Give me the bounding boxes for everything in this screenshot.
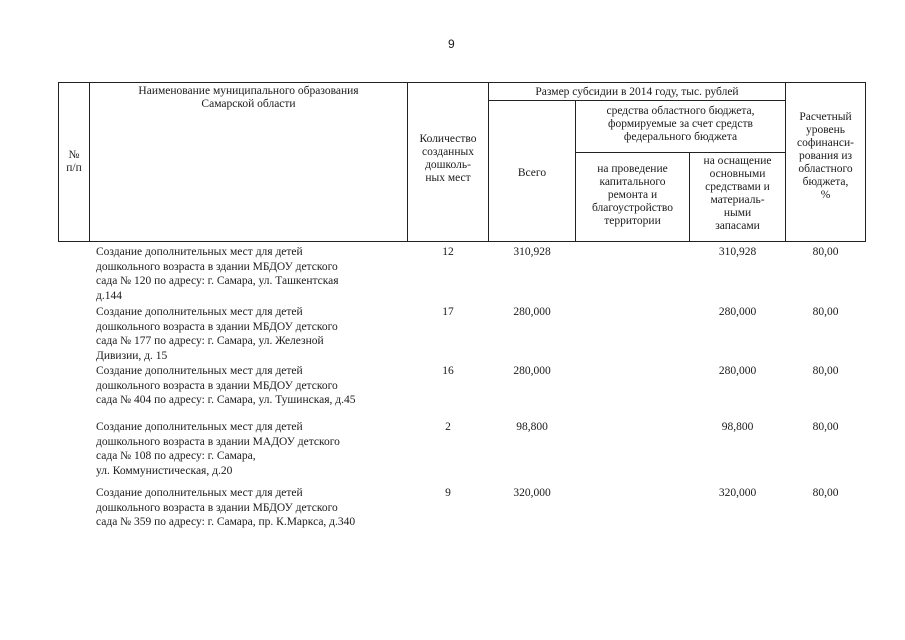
header-col-equipment: на оснащение основными средствами и материаль- ными запасами xyxy=(703,155,772,232)
border-right xyxy=(865,82,866,242)
row-equipment: 98,800 xyxy=(721,421,754,433)
row-equipment: 280,000 xyxy=(718,365,757,377)
row-total: 320,000 xyxy=(513,487,551,499)
divider-count-total xyxy=(488,82,489,242)
header-col-name: Наименование муниципального образования Самарской области xyxy=(138,85,359,110)
row-name: Создание дополнительных мест для детей дошкольного возраста в здании МБДОУ детского сада № 120 по адресу: г. Самара, ул. Ташкентская д.144 xyxy=(96,246,339,302)
row-total: 98,800 xyxy=(516,421,548,433)
row-equipment: 310,928 xyxy=(718,246,757,258)
row-count: 2 xyxy=(445,421,451,433)
row-rate: 80,00 xyxy=(812,487,839,499)
row-rate: 80,00 xyxy=(812,421,839,433)
row-equipment: 280,000 xyxy=(718,306,757,318)
header-col-no: № п/п xyxy=(66,149,82,174)
header-col-count: Количество созданных дошколь- ных мест xyxy=(419,133,477,184)
row-name: Создание дополнительных мест для детей дошкольного возраста в здании МБДОУ детского сада № 359 по адресу: г. Самара, пр. К.Маркса, д.340 xyxy=(96,487,356,528)
header-col-total: Всего xyxy=(517,167,547,179)
page-number: 9 xyxy=(448,37,455,51)
header-col-federal: средства областного бюджета, формируемые за счет средств федерального бюджета xyxy=(606,105,755,143)
header-col-rate: Расчетный уровень софинанси- рования из областного бюджета, % xyxy=(797,111,854,201)
row-rate: 80,00 xyxy=(812,246,839,258)
row-rate: 80,00 xyxy=(812,306,839,318)
row-rate: 80,00 xyxy=(812,365,839,377)
row-name: Создание дополнительных мест для детей дошкольного возраста в здании МАДОУ детского сада № 108 по адресу: г. Самара, ул. Коммунистическая, д.20 xyxy=(96,421,340,477)
row-total: 310,928 xyxy=(513,246,551,258)
row-total: 280,000 xyxy=(513,365,551,377)
header-col-subsidy: Размер субсидии в 2014 году, тыс. рублей xyxy=(535,86,739,98)
row-name: Создание дополнительных мест для детей дошкольного возраста в здании МБДОУ детского сада № 404 по адресу: г. Самара, ул. Тушинская, д.45 xyxy=(96,365,356,406)
row-count: 17 xyxy=(442,306,454,318)
header-col-repair: на проведение капитального ремонта и благоустройство территории xyxy=(591,163,674,227)
divider-no-name xyxy=(89,82,90,242)
row-count: 12 xyxy=(442,246,454,258)
row-name: Создание дополнительных мест для детей дошкольного возраста в здании МБДОУ детского сада № 177 по адресу: г. Самара, ул. Железной Дивизии, д. 15 xyxy=(96,306,338,362)
federal-divider xyxy=(575,152,785,153)
header-top-border xyxy=(58,82,866,83)
row-total: 280,000 xyxy=(513,306,551,318)
subsidy-divider xyxy=(488,100,785,101)
row-count: 9 xyxy=(445,487,451,499)
header-bottom-border xyxy=(58,241,866,242)
row-equipment: 320,000 xyxy=(718,487,757,499)
row-count: 16 xyxy=(442,365,454,377)
